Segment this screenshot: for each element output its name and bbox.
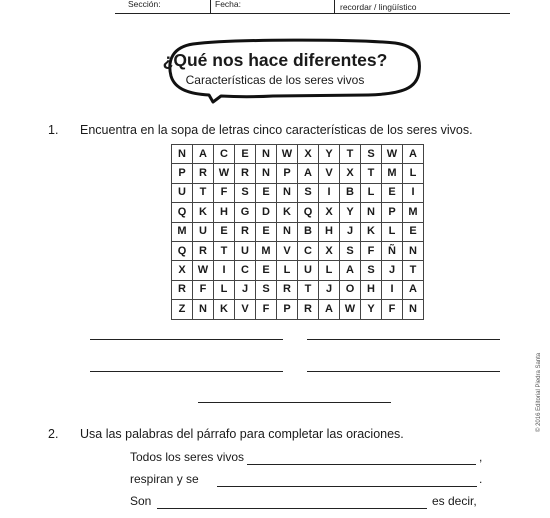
grid-letter[interactable]: P bbox=[382, 203, 403, 222]
grid-letter[interactable]: T bbox=[340, 145, 361, 164]
grid-letter[interactable]: J bbox=[340, 222, 361, 241]
grid-letter[interactable]: F bbox=[214, 183, 235, 202]
grid-letter[interactable]: E bbox=[235, 145, 256, 164]
header-divider bbox=[334, 0, 335, 13]
grid-letter[interactable]: G bbox=[235, 203, 256, 222]
grid-row bbox=[172, 241, 424, 260]
page-title: ¿Qué nos hace diferentes? bbox=[162, 50, 388, 70]
grid-letter[interactable]: L bbox=[382, 222, 403, 241]
grid-letter[interactable]: J bbox=[319, 280, 340, 299]
sentence-3-end: es decir, bbox=[432, 494, 477, 508]
grid-letter[interactable]: R bbox=[298, 300, 319, 319]
grid-row bbox=[172, 203, 424, 222]
grid-row bbox=[172, 300, 424, 319]
grid-letter[interactable]: B bbox=[340, 183, 361, 202]
grid-letter[interactable]: N bbox=[256, 145, 277, 164]
word-search-grid bbox=[171, 144, 424, 320]
grid-letter[interactable]: L bbox=[277, 261, 298, 280]
grid-letter[interactable]: Q bbox=[172, 241, 193, 260]
grid-letter[interactable]: V bbox=[277, 241, 298, 260]
grid-letter[interactable]: N bbox=[256, 164, 277, 183]
answer-line[interactable] bbox=[90, 371, 283, 372]
grid-letter[interactable]: K bbox=[277, 203, 298, 222]
grid-letter[interactable]: R bbox=[172, 280, 193, 299]
fill-blank[interactable] bbox=[217, 486, 477, 487]
grid-row bbox=[172, 145, 424, 164]
grid-letter[interactable]: R bbox=[193, 164, 214, 183]
grid-letter[interactable]: R bbox=[277, 280, 298, 299]
grid-letter[interactable]: E bbox=[256, 261, 277, 280]
grid-letter[interactable]: D bbox=[256, 203, 277, 222]
grid-letter[interactable]: A bbox=[193, 145, 214, 164]
grid-letter[interactable]: A bbox=[298, 164, 319, 183]
grid-letter[interactable]: F bbox=[382, 300, 403, 319]
grid-letter[interactable]: E bbox=[382, 183, 403, 202]
grid-row bbox=[172, 280, 424, 299]
page-subtitle: Características de los seres vivos bbox=[185, 73, 365, 87]
grid-letter[interactable]: C bbox=[298, 241, 319, 260]
grid-letter[interactable]: X bbox=[319, 203, 340, 222]
sentence-1-end: , bbox=[479, 450, 483, 464]
grid-letter[interactable]: S bbox=[298, 183, 319, 202]
grid-letter[interactable]: K bbox=[361, 222, 382, 241]
grid-letter[interactable]: Q bbox=[172, 203, 193, 222]
grid-letter[interactable]: S bbox=[235, 183, 256, 202]
grid-letter[interactable]: X bbox=[298, 145, 319, 164]
grid-letter[interactable]: W bbox=[193, 261, 214, 280]
grid-row bbox=[172, 164, 424, 183]
grid-letter[interactable]: T bbox=[214, 241, 235, 260]
grid-letter[interactable]: Y bbox=[319, 145, 340, 164]
grid-letter[interactable]: Y bbox=[340, 203, 361, 222]
grid-letter[interactable]: X bbox=[319, 241, 340, 260]
fill-blank[interactable] bbox=[247, 464, 476, 465]
grid-letter[interactable]: T bbox=[361, 164, 382, 183]
grid-letter[interactable]: P bbox=[277, 300, 298, 319]
answer-line[interactable] bbox=[307, 371, 500, 372]
grid-letter[interactable]: C bbox=[235, 261, 256, 280]
header-divider bbox=[210, 0, 211, 13]
copyright-notice: © 2016 Editorial Piedra Santa bbox=[536, 352, 542, 432]
grid-letter[interactable]: F bbox=[256, 300, 277, 319]
grid-letter[interactable]: N bbox=[277, 183, 298, 202]
grid-letter[interactable]: N bbox=[172, 145, 193, 164]
grid-letter[interactable]: R bbox=[235, 164, 256, 183]
grid-letter[interactable]: X bbox=[172, 261, 193, 280]
grid-letter[interactable]: H bbox=[319, 222, 340, 241]
answer-line[interactable] bbox=[307, 339, 500, 340]
grid-letter[interactable]: U bbox=[172, 183, 193, 202]
seccion-label: Sección: bbox=[128, 0, 161, 9]
grid-letter[interactable]: Y bbox=[361, 300, 382, 319]
grid-letter[interactable]: A bbox=[403, 280, 424, 299]
grid-letter[interactable]: M bbox=[256, 241, 277, 260]
sentence-2-start: respiran y se bbox=[130, 472, 199, 486]
grid-letter[interactable]: I bbox=[319, 183, 340, 202]
question-2-text: Usa las palabras del párrafo para completar las oraciones. bbox=[80, 427, 404, 441]
grid-letter[interactable]: J bbox=[382, 261, 403, 280]
fecha-label: Fecha: bbox=[215, 0, 241, 9]
grid-letter[interactable]: K bbox=[214, 300, 235, 319]
grid-letter[interactable]: F bbox=[361, 241, 382, 260]
title-speech-bubble bbox=[163, 38, 423, 104]
grid-letter[interactable]: L bbox=[361, 183, 382, 202]
grid-letter[interactable]: I bbox=[403, 183, 424, 202]
grid-letter[interactable]: A bbox=[340, 261, 361, 280]
header-note: recordar / lingüístico bbox=[340, 2, 417, 12]
sentence-1-start: Todos los seres vivos bbox=[130, 450, 245, 464]
header-rule bbox=[115, 13, 510, 14]
grid-letter[interactable]: M bbox=[172, 222, 193, 241]
grid-letter[interactable]: K bbox=[193, 203, 214, 222]
grid-letter[interactable]: W bbox=[382, 145, 403, 164]
grid-letter[interactable]: N bbox=[403, 300, 424, 319]
grid-letter[interactable]: T bbox=[298, 280, 319, 299]
grid-letter[interactable]: C bbox=[214, 145, 235, 164]
grid-letter[interactable]: M bbox=[382, 164, 403, 183]
grid-letter[interactable]: O bbox=[340, 280, 361, 299]
grid-letter[interactable]: H bbox=[361, 280, 382, 299]
question-2-number: 2. bbox=[48, 427, 59, 441]
grid-letter[interactable]: T bbox=[193, 183, 214, 202]
grid-letter[interactable]: H bbox=[214, 203, 235, 222]
grid-letter[interactable]: R bbox=[235, 222, 256, 241]
grid-letter[interactable]: Z bbox=[172, 300, 193, 319]
grid-letter[interactable]: N bbox=[193, 300, 214, 319]
grid-letter[interactable]: S bbox=[361, 261, 382, 280]
grid-row bbox=[172, 222, 424, 241]
grid-letter[interactable]: S bbox=[256, 280, 277, 299]
grid-letter[interactable]: J bbox=[235, 280, 256, 299]
grid-letter[interactable]: E bbox=[214, 222, 235, 241]
grid-letter[interactable]: T bbox=[403, 261, 424, 280]
grid-letter[interactable]: N bbox=[277, 222, 298, 241]
grid-letter[interactable]: Ñ bbox=[382, 241, 403, 260]
grid-row bbox=[172, 261, 424, 280]
grid-letter[interactable]: L bbox=[214, 280, 235, 299]
grid-letter[interactable]: L bbox=[319, 261, 340, 280]
grid-letter[interactable]: W bbox=[277, 145, 298, 164]
grid-row bbox=[172, 183, 424, 202]
grid-letter[interactable]: X bbox=[340, 164, 361, 183]
grid-letter[interactable]: S bbox=[361, 145, 382, 164]
sentence-2-end: . bbox=[479, 472, 483, 486]
grid-letter[interactable]: A bbox=[403, 145, 424, 164]
grid-letter[interactable]: B bbox=[298, 222, 319, 241]
grid-letter[interactable]: I bbox=[382, 280, 403, 299]
answer-line[interactable] bbox=[198, 402, 391, 403]
grid-letter[interactable]: Q bbox=[298, 203, 319, 222]
answer-line[interactable] bbox=[90, 339, 283, 340]
grid-letter[interactable]: P bbox=[277, 164, 298, 183]
question-1-number: 1. bbox=[48, 123, 59, 137]
grid-letter[interactable]: P bbox=[172, 164, 193, 183]
grid-letter[interactable]: W bbox=[340, 300, 361, 319]
grid-letter[interactable]: A bbox=[319, 300, 340, 319]
grid-letter[interactable]: U bbox=[298, 261, 319, 280]
grid-letter[interactable]: E bbox=[256, 183, 277, 202]
grid-letter[interactable]: E bbox=[256, 222, 277, 241]
grid-letter[interactable]: S bbox=[340, 241, 361, 260]
grid-letter[interactable]: V bbox=[319, 164, 340, 183]
grid-letter[interactable]: N bbox=[361, 203, 382, 222]
grid-letter[interactable]: R bbox=[193, 241, 214, 260]
grid-letter[interactable]: L bbox=[403, 164, 424, 183]
grid-letter[interactable]: I bbox=[214, 261, 235, 280]
grid-letter[interactable]: V bbox=[235, 300, 256, 319]
grid-letter[interactable]: U bbox=[193, 222, 214, 241]
question-1-text: Encuentra en la sopa de letras cinco características de los seres vivos. bbox=[80, 123, 473, 137]
grid-letter[interactable]: W bbox=[214, 164, 235, 183]
grid-letter[interactable]: F bbox=[193, 280, 214, 299]
grid-letter[interactable]: U bbox=[235, 241, 256, 260]
sentence-3-start: Son bbox=[130, 494, 152, 508]
fill-blank[interactable] bbox=[157, 508, 427, 509]
grid-letter[interactable]: M bbox=[403, 203, 424, 222]
grid-letter[interactable]: E bbox=[403, 222, 424, 241]
grid-letter[interactable]: N bbox=[403, 241, 424, 260]
